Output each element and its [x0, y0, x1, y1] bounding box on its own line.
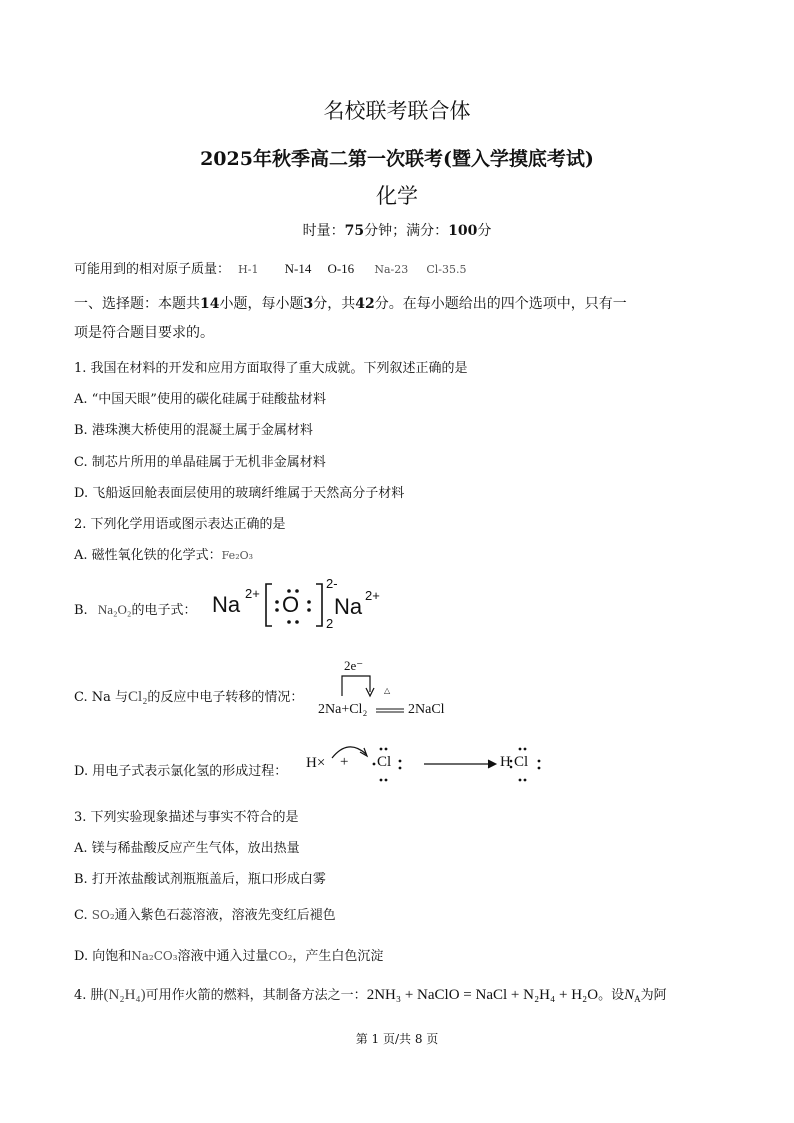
- q3-option-a: A. 镁与稀盐酸反应产生气体，放出热量: [74, 841, 300, 856]
- q2-option-a: A. 磁性氧化铁的化学式：Fe₂O₃: [74, 548, 254, 563]
- q4-stem: 4. 肼(N₂H₄)可用作火箭的燃料，其制备方法之一：2NH₃ + NaClO = NaCl + N₂H₄ + H₂O。设$N_A$为阿: [74, 987, 667, 1004]
- q1-option-d: D. 飞船返回舱表面层使用的玻璃纤维属于天然高分子材料: [74, 486, 405, 501]
- exam-info: 时量：75分钟；满分：100分: [302, 223, 492, 239]
- hcl-formation-diagram: H× + Cl H Cl: [306, 742, 566, 792]
- q1-option-b: B. 港珠澳大桥使用的混凝土属于金属材料: [74, 423, 313, 438]
- school-title: 名校联考联合体: [323, 99, 471, 123]
- q1-stem: 1. 我国在材料的开发和应用方面取得了重大成就。下列叙述正确的是: [74, 361, 468, 376]
- page-footer: 第 1 页/共 8 页: [355, 1032, 439, 1046]
- na2o2-electron-formula: Na 2+ O 2 2- Na 2+: [212, 576, 380, 631]
- q3-option-b: B. 打开浓盐酸试剂瓶瓶盖后，瓶口形成白雾: [74, 872, 326, 887]
- q1-option-c: C. 制芯片所用的单晶硅属于无机非金属材料: [74, 455, 326, 470]
- section-heading: 一、选择题：本题共14小题，每小题3分，共42分。在每小题给出的四个选项中，只有一: [74, 296, 627, 312]
- q3-option-c: C. SO₂通入紫色石蕊溶液，溶液先变红后褪色: [74, 908, 336, 923]
- q2-stem: 2. 下列化学用语或图示表达正确的是: [74, 517, 286, 532]
- electron-transfer-diagram: 2e⁻ △ 2Na+Cl₂ 2NaCl: [318, 658, 445, 717]
- q4-equation: 2NH₃ + NaClO = NaCl + N₂H₄ + H₂O: [366, 987, 599, 1003]
- oxygen-symbol: O: [282, 592, 300, 617]
- q3-option-d: D. 向饱和Na₂CO₃溶液中通入过量CO₂，产生白色沉淀: [74, 949, 384, 964]
- q2-option-c: C. Na 与Cl₂的反应中电子转移的情况：: [74, 689, 304, 705]
- section-heading-line2: 项是符合题目要求的。: [74, 325, 214, 341]
- exam-title: 2025年秋季高二第一次联考(暨入学摸底考试): [200, 148, 594, 170]
- q1-option-a: A. “中国天眼”使用的碳化硅属于硅酸盐材料: [74, 392, 326, 407]
- q2-option-b: B. Na₂O₂的电子式：: [74, 602, 197, 618]
- q3-stem: 3. 下列实验现象描述与事实不符合的是: [74, 810, 299, 825]
- q2-option-d: D. 用电子式表示氯化氢的形成过程：: [74, 764, 288, 779]
- atomic-mass-line: 可能用到的相对原子质量： H-1 N-14 O-16 Na-23 Cl-35.5: [74, 261, 467, 277]
- subject-title: 化学: [376, 184, 418, 208]
